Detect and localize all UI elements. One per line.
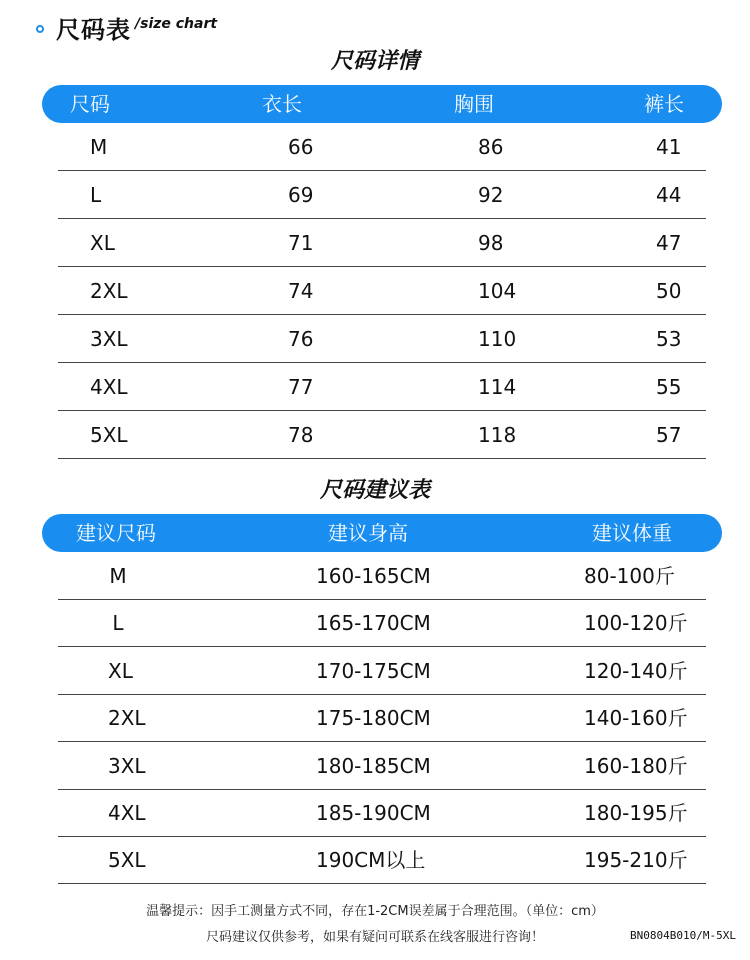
table-cell: XL	[108, 658, 133, 683]
table-cell: 55	[656, 375, 682, 399]
table-cell: L	[112, 611, 124, 636]
table-row	[58, 837, 706, 884]
table-cell: 69	[288, 183, 314, 207]
table-cell: XL	[90, 231, 115, 255]
table-cell: 110	[478, 327, 517, 351]
bullet-icon	[36, 25, 44, 33]
table-cell: 71	[288, 231, 314, 255]
table-cell: 170-175CM	[316, 658, 431, 683]
table-cell: 86	[478, 135, 504, 159]
table-cell: 3XL	[108, 753, 146, 778]
table-cell: 165-170CM	[316, 611, 431, 636]
table-cell: 180-195斤	[584, 801, 688, 825]
table-cell: 190CM以上	[316, 848, 426, 873]
detail-header-pants: 裤长	[644, 92, 684, 116]
table-cell: 185-190CM	[316, 801, 431, 825]
table-cell: 50	[656, 279, 682, 303]
table-row	[58, 316, 706, 363]
table-cell: 2XL	[90, 279, 128, 303]
table-cell: L	[90, 183, 102, 207]
table-cell: M	[109, 564, 127, 588]
table-row	[58, 553, 706, 600]
advice-header-size: 建议尺码	[76, 521, 156, 545]
table-row	[58, 172, 706, 219]
table-row	[58, 220, 706, 267]
detail-header-chest: 胸围	[454, 92, 494, 116]
table-cell: 118	[478, 423, 517, 447]
table-cell: 100-120斤	[584, 611, 688, 636]
table-cell: 140-160斤	[584, 706, 688, 731]
table-cell: 195-210斤	[584, 848, 688, 873]
table-cell: 74	[288, 279, 314, 303]
advice-title: 尺码建议表	[319, 478, 430, 503]
page-title: 尺码表	[56, 15, 131, 44]
table-row	[58, 695, 706, 742]
page-subtitle: /size chart	[135, 16, 218, 32]
table-row	[58, 364, 706, 411]
detail-header-length: 衣长	[262, 92, 302, 116]
advice-header-height: 建议身高	[328, 521, 408, 545]
table-cell: 160-180斤	[584, 753, 688, 778]
product-code: BN0804B010/M-5XL	[630, 929, 736, 942]
note-line-1: 温馨提示：因手工测量方式不同，存在1-2CM误差属于合理范围。（单位：cm）	[146, 904, 604, 919]
table-cell: 76	[288, 327, 314, 351]
table-cell: M	[90, 135, 108, 159]
table-cell: 160-165CM	[316, 564, 431, 588]
table-cell: 80-100斤	[584, 564, 675, 588]
table-cell: 53	[656, 327, 682, 351]
table-row	[58, 743, 706, 790]
table-cell: 41	[656, 135, 682, 159]
table-cell: 78	[288, 423, 314, 447]
table-cell: 3XL	[90, 327, 128, 351]
advice-header-bar	[42, 514, 722, 552]
advice-header-weight: 建议体重	[592, 521, 672, 545]
table-cell: 4XL	[108, 801, 146, 825]
page-header	[36, 10, 217, 44]
table-row	[58, 412, 706, 459]
table-cell: 77	[288, 375, 314, 399]
table-cell: 98	[478, 231, 504, 255]
note-line-2: 尺码建议仅供参考，如果有疑问可联系在线客服进行咨询！	[205, 930, 544, 945]
detail-title: 尺码详情	[330, 49, 419, 74]
table-cell: 180-185CM	[316, 753, 431, 778]
table-cell: 5XL	[108, 848, 146, 873]
table-cell: 44	[656, 183, 682, 207]
table-cell: 5XL	[90, 423, 128, 447]
detail-header-size: 尺码	[70, 92, 110, 116]
table-row	[58, 648, 706, 695]
table-cell: 47	[656, 231, 682, 255]
table-cell: 104	[478, 279, 517, 303]
table-row	[58, 124, 706, 171]
table-row	[58, 600, 706, 647]
table-row	[58, 790, 706, 837]
table-cell: 57	[656, 423, 682, 447]
table-cell: 66	[288, 135, 314, 159]
table-cell: 114	[478, 375, 517, 399]
table-cell: 4XL	[90, 375, 128, 399]
table-cell: 2XL	[108, 706, 146, 731]
table-cell: 92	[478, 183, 504, 207]
table-row	[58, 268, 706, 315]
detail-header-bar	[42, 85, 722, 123]
table-cell: 175-180CM	[316, 706, 431, 731]
table-cell: 120-140斤	[584, 658, 688, 683]
